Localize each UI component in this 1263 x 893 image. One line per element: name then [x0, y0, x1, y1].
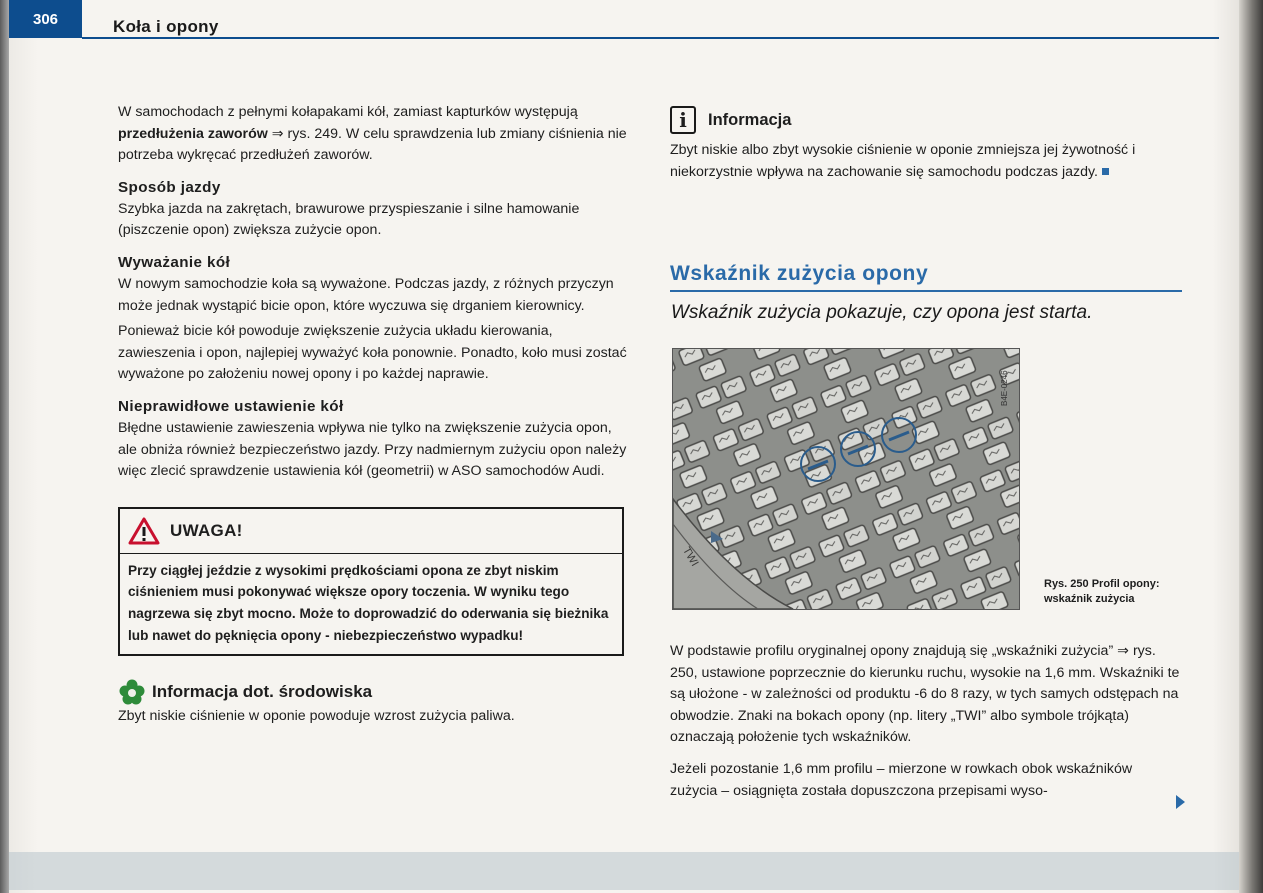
environment-header: [118, 678, 628, 706]
figure-caption: Rys. 250 Profil opony: wskaźnik zużycia: [1044, 578, 1160, 605]
end-marker-icon: [1102, 168, 1109, 175]
warning-triangle-icon: [128, 517, 160, 545]
info-icon: i: [670, 106, 696, 134]
section-title: Wskaźnik zużycia opony: [670, 262, 929, 285]
warning-box: [118, 507, 624, 656]
binding-edge-right: [1239, 0, 1263, 893]
environment-title: Informacja dot. środowiska: [152, 682, 373, 702]
left-column: [118, 102, 628, 728]
warning-header: [120, 509, 622, 554]
tread-limit-text: Jeżeli pozostanie 1,6 mm profilu – mierzone w rowkach obok wskaźników zużycia – osiągnięta została dopuszczona przepisami wyso-: [670, 760, 1133, 799]
info-header: [670, 106, 1185, 134]
chapter-title: Koła i opony: [113, 17, 219, 36]
warning-title: UWAGA!: [170, 520, 243, 540]
right-body: [670, 641, 1185, 802]
binding-edge-left: [0, 0, 9, 893]
tire-tread-figure: [672, 348, 1020, 610]
driving-text: Szybka jazda na zakrętach, brawurowe przyspieszanie i silne hamowanie (piszczenie opon) zwiększa zużycie opon.: [118, 200, 580, 239]
balancing-heading: Wyważanie kół: [118, 253, 231, 271]
figure-code: B4E-0246: [1000, 370, 1009, 406]
tread-indicator-text: W podstawie profilu oryginalnej opony znajdują się „wskaźniki zużycia” ⇒ rys. 250, ustawione poprzecznie do kierunku ruchu, wysokie na 1,6 mm. Wskaźniki te są ułożone - w zależności od produktu -6 do 8 razy, w tych samych odstępach na obwodzie. Znaki na bokach opony (np. litery „TWI” albo symbole trójkąta) oznaczają położenie tych wskaźników.: [670, 643, 1180, 746]
warning-text: Przy ciągłej jeździe z wysokimi prędkościami opona ze zbyt niskim ciśnieniem musi pokonywać większe opory toczenia. W wyniku tego nagrzewa się zbyt mocno. Może to doprowadzić do oderwania się bieżnika lub nawet do pęknięcia opony - niebezpieczeństwo wypadku!: [128, 562, 609, 643]
balancing-text-2: Ponieważ bicie kół powoduje zwiększenie zużycia układu kierowania, zawieszenia i opon, najlepiej wyważyć koła ponownie. Ponadto, koło musi zostać wyważone po założeniu nowej opony i po każdej naprawie.: [118, 323, 627, 383]
section-subtitle: Wskaźnik zużycia pokazuje, czy opona jest starta.: [671, 302, 1093, 323]
intro-paragraph: W samochodach z pełnymi kołapakami kół, zamiast kapturków występują przedłużenia zaworów ⇒ rys. 249. W celu sprawdzenia lub zmiany ciśnienia nie potrzeba wykręcać przedłużeń zaworów.: [118, 104, 627, 164]
tire-tread-illustration: [673, 349, 1019, 609]
info-title: Informacja: [708, 110, 792, 129]
alignment-heading: Nieprawidłowe ustawienie kół: [118, 397, 344, 415]
flower-icon: [118, 678, 146, 706]
header-rule: [82, 37, 1219, 39]
balancing-text-1: W nowym samochodzie koła są wyważone. Podczas jazdy, z różnych przyczyn może jednak wystąpić bicie opon, które wyczuwa się drganiem kierownicy.: [118, 275, 614, 314]
continue-arrow-icon: [1176, 795, 1185, 809]
footer-band: [9, 852, 1239, 890]
alignment-text: Błędne ustawienie zawieszenia wpływa nie tylko na zwiększenie zużycia opon, ale obniża również bezpieczeństwo jazdy. Przy nadmiernym zużyciu opon należy więc zlecić sprawdzenie ustawienia kół (geometrii) w ASO samochodów Audi.: [118, 419, 627, 480]
page-number: 306: [9, 0, 82, 38]
driving-heading: Sposób jazdy: [118, 178, 221, 196]
right-column: [670, 106, 1185, 183]
info-text: Zbyt niskie albo zbyt wysokie ciśnienie w oponie zmniejsza jej żywotność i niekorzystnie wpływa na zachowanie się samochodu podczas jazdy.: [670, 142, 1136, 180]
section-rule: [670, 290, 1182, 292]
twi-marking: TWI: [680, 545, 701, 569]
environment-text: Zbyt niskie ciśnienie w oponie powoduje wzrost zużycia paliwa.: [118, 708, 515, 725]
